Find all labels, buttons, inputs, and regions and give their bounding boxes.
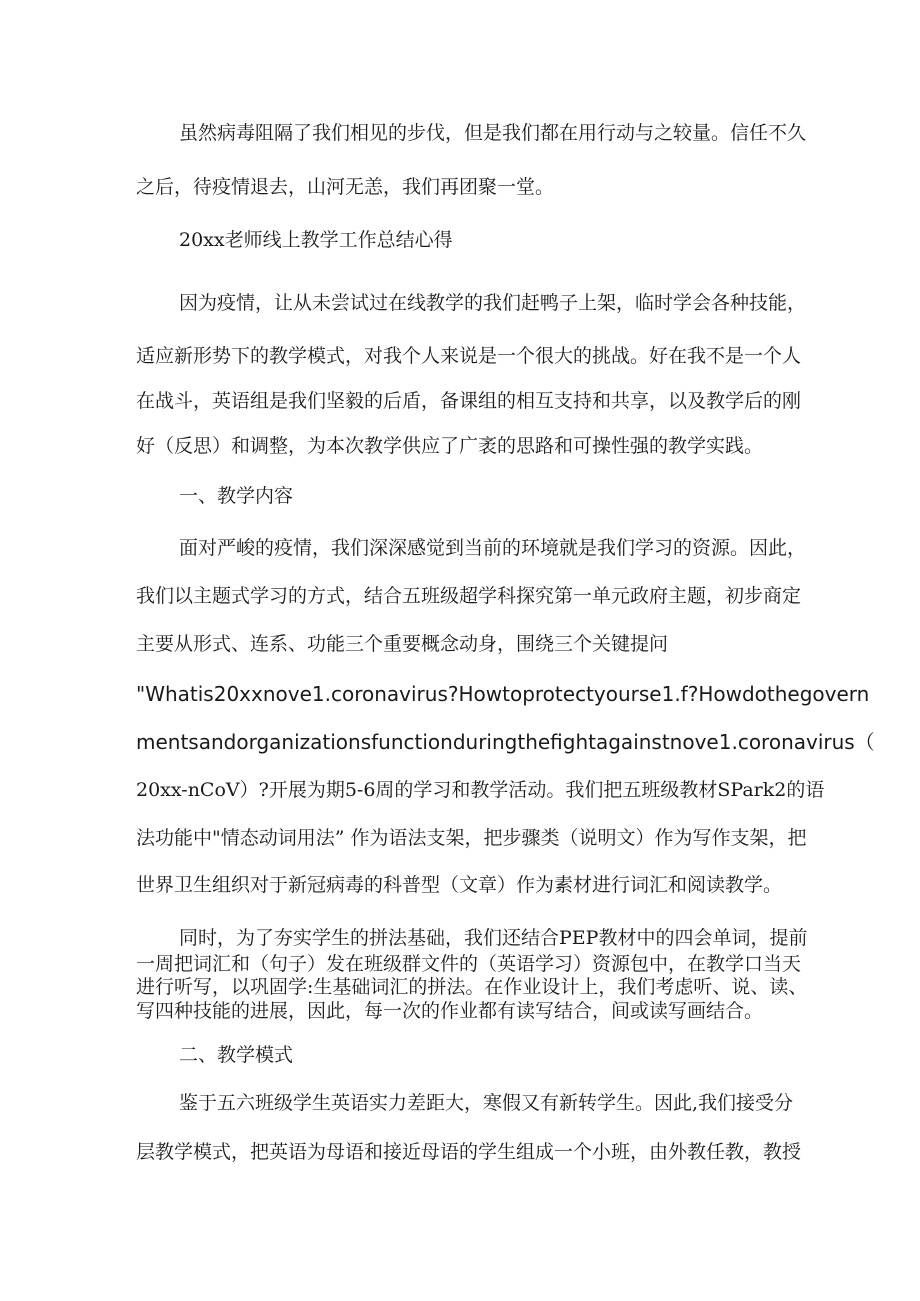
- paragraph-line: 因为疫情，让从未尝试过在线教学的我们赶鸭子上架，临时学会各种技能，: [179, 292, 807, 314]
- paragraph-line: 面对严峻的疫情，我们深深感觉到当前的环境就是我们学习的资源。因此，: [179, 537, 807, 559]
- paragraph-line: 好（反思）和调整，为本次教学供应了广袤的思路和可操性强的教学实践。: [136, 435, 764, 457]
- paragraph-line: 鉴于五六班级学生英语实力差距大，寒假又有新转学生。因此,我们接受分: [179, 1092, 794, 1114]
- paragraph-line: 适应新形势下的教学模式，对我个人来说是一个很大的挑战。好在我不是一个人: [136, 345, 802, 367]
- paragraph-line: 主要从形式、连系、功能三个重要概念动身，围绕三个关键提问: [136, 633, 669, 655]
- paragraph-line: 20xx-nCoV）?开展为期5-6周的学习和教学活动。我们把五班级教材SPark2的语: [136, 779, 825, 801]
- paragraph-line: "Whatis20xxnove1.coronavirus?Howtoprotectyourse1.f?Howdothegovern: [136, 682, 870, 706]
- section-title: 20xx老师线上教学工作总结心得: [179, 229, 453, 251]
- paragraph-line: 虽然病毒阻隔了我们相见的步伐，但是我们都在用行动与之较量。信任不久: [179, 122, 807, 144]
- paragraph-line: 层教学模式，把英语为母语和接近母语的学生组成一个小班，由外教任教，教授: [136, 1141, 802, 1163]
- paragraph-line: 写四种技能的进展，因此，每一次的作业都有读写结合，间或读写画结合。: [136, 1000, 764, 1022]
- paragraph-line: 同时，为了夯实学生的拼法基础，我们还结合PEP教材中的四会单词，提前: [179, 927, 808, 949]
- paragraph-line: mentsandorganizationsfunctionduringthefightagainstnove1.coronavirus（: [136, 730, 875, 754]
- paragraph-line: 进行听写，以巩固学:生基础词汇的拼法。在作业设计上，我们考虑听、说、读、: [136, 976, 808, 998]
- paragraph-line: 一周把词汇和（句子）发在班级群文件的（英语学习）资源包中，在教学口当天: [136, 953, 802, 975]
- heading-teaching-mode: 二、教学模式: [179, 1044, 294, 1066]
- paragraph-line: 我们以主题式学习的方式，结合五班级超学科探究第一单元政府主题，初步商定: [136, 585, 802, 607]
- paragraph-line: 之后，待疫情退去，山河无恙，我们再团聚一堂。: [136, 176, 555, 198]
- paragraph-line: 法功能中"情态动词用法” 作为语法支架，把步骤类（说明文）作为写作支架，把: [136, 827, 807, 849]
- heading-teaching-content: 一、教学内容: [179, 485, 294, 507]
- paragraph-line: 世界卫生组织对于新冠病毒的科普型（文章）作为素材进行词汇和阅读教学。: [136, 874, 783, 896]
- paragraph-line: 在战斗，英语组是我们坚毅的后盾，备课组的相互支持和共享，以及教学后的刚: [136, 390, 802, 412]
